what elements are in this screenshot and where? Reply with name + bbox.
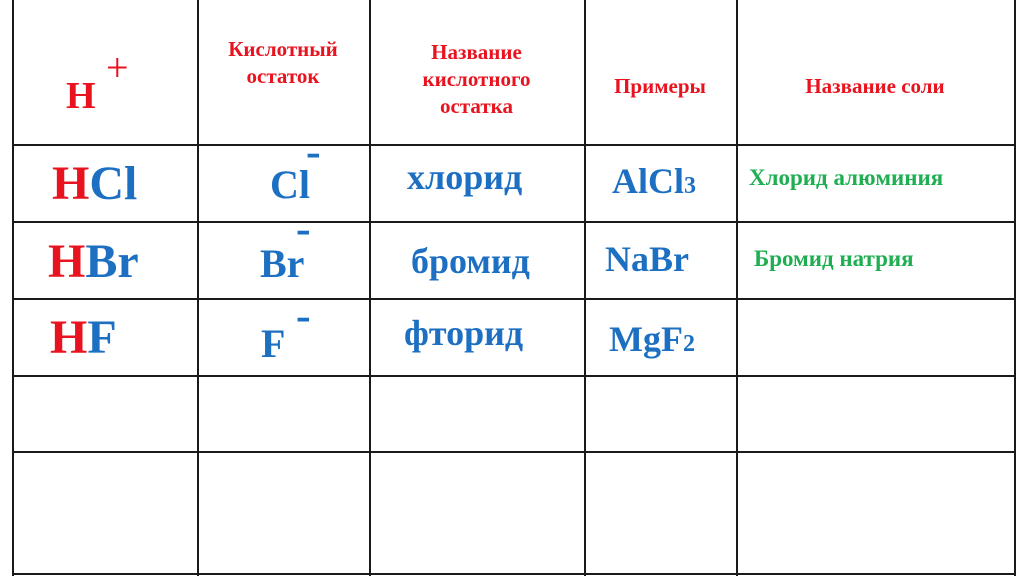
header-hydrogen-symbol: H (66, 75, 96, 117)
header-hydrogen-charge: + (106, 45, 129, 90)
residue-symbol: F (261, 321, 286, 366)
header-examples: Примеры (614, 74, 706, 98)
example-main: NaBr (605, 239, 689, 279)
example-subscript: 3 (684, 173, 696, 199)
row-divider (12, 298, 1016, 300)
row-divider (12, 144, 1016, 146)
table-border-right (1014, 0, 1016, 576)
acid-hydrogen: H (48, 235, 86, 288)
header-line: кислотного (422, 67, 531, 91)
residue-charge: - (296, 291, 311, 340)
header-residue-name (369, 39, 584, 120)
example-formula (609, 318, 695, 360)
header-acid-residue (197, 36, 369, 90)
header-line: Название (431, 40, 522, 64)
acid-residue-part: Br (85, 235, 139, 288)
residue-charge: - (306, 127, 321, 176)
residue-name: хлорид (407, 157, 523, 197)
example-main: AlCl (612, 161, 684, 201)
acid-hydrogen: H (52, 157, 90, 210)
table-border-bottom (12, 573, 1016, 575)
acid-formula (50, 310, 117, 365)
table-border-left (12, 0, 14, 576)
header-line: Кислотный (228, 37, 338, 61)
acid-hydrogen: H (50, 311, 88, 364)
residue-name: бромид (411, 241, 530, 281)
header-salt-name: Название соли (805, 74, 945, 98)
row-divider (12, 451, 1016, 453)
residue-symbol: Cl (270, 162, 310, 207)
example-subscript: 2 (682, 331, 695, 357)
header-line: остаток (246, 64, 320, 88)
salt-name: Бромид натрия (754, 246, 914, 271)
header-line: остатка (440, 94, 513, 118)
acid-residue-part: Cl (89, 157, 138, 210)
row-divider (12, 221, 1016, 223)
residue-symbol: Br (260, 241, 305, 286)
example-formula (605, 238, 689, 280)
example-formula (612, 160, 696, 202)
residue-charge: - (296, 204, 311, 253)
residue-name: фторид (404, 313, 524, 353)
row-divider (12, 375, 1016, 377)
acid-residue-part: F (87, 311, 117, 364)
acid-formula (48, 234, 139, 289)
salt-name: Хлорид алюминия (749, 165, 944, 190)
example-main: MgF (609, 319, 683, 359)
acid-formula (52, 156, 137, 211)
